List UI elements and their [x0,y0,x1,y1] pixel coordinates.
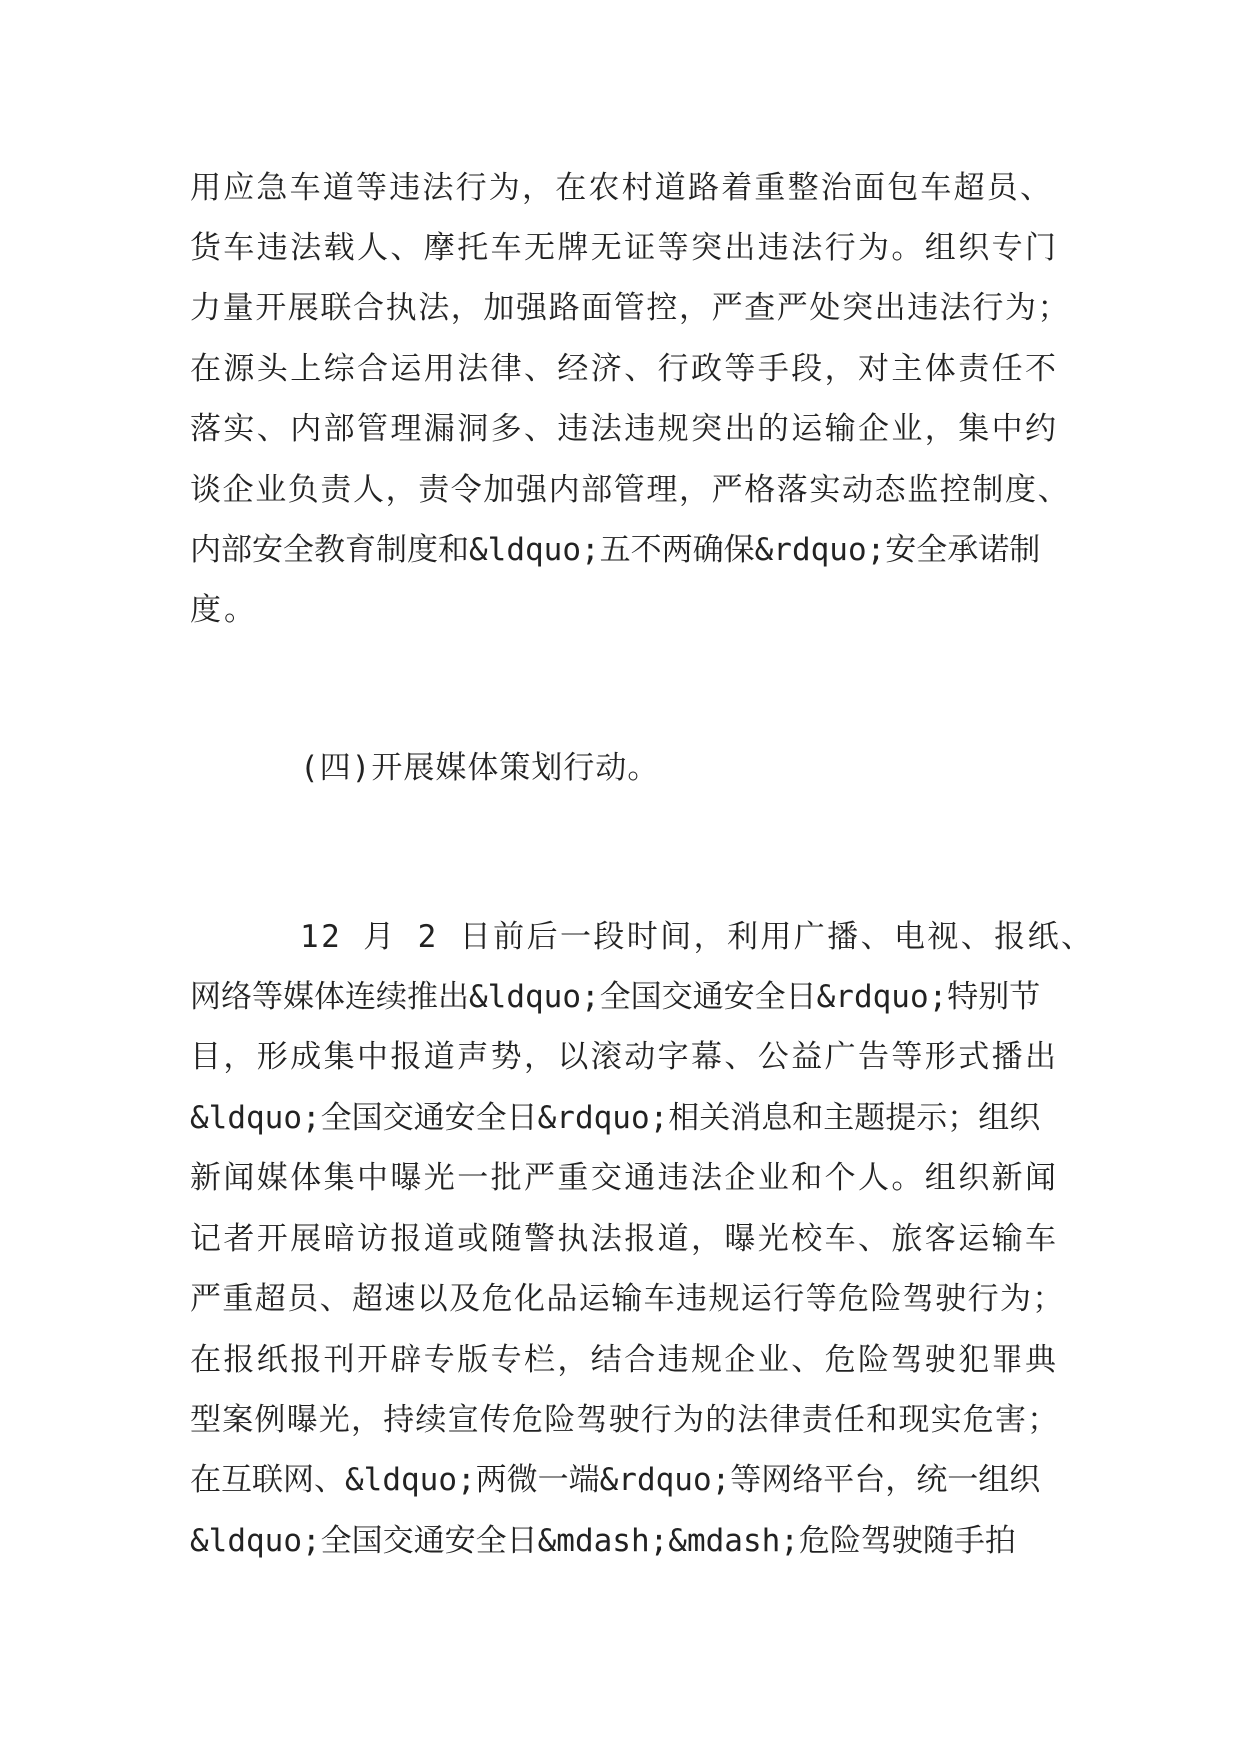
paragraph-1-line-5: 落实、内部管理漏洞多、违法违规突出的运输企业，集中约 [190,411,1059,447]
paragraph-2-line-9: 型案例曝光，持续宣传危险驾驶行为的法律责任和现实危害； [190,1402,1060,1438]
paragraph-1-line-3: 力量开展联合执法，加强路面管控，严查严处突出违法行为； [190,290,1071,326]
paragraph-2-line-2: 网络等媒体连续推出&ldquo;全国交通安全日&rdquo;特别节 [190,979,1041,1015]
paragraph-2-line-7: 严重超员、超速以及危化品运输车违规运行等危险驾驶行为； [190,1281,1065,1317]
section-heading: (四)开展媒体策划行动。 [300,750,660,786]
paragraph-2-line-5: 新闻媒体集中曝光一批严重交通违法企业和个人。组织新闻 [190,1160,1059,1196]
paragraph-2-line-1: 12 月 2 日前后一段时间，利用广播、电视、报纸、 [300,919,1095,955]
paragraph-2-line-3: 目，形成集中报道声势，以滚动字幕、公益广告等形式播出 [190,1039,1059,1075]
paragraph-1-line-8: 度。 [190,592,258,628]
paragraph-2-line-4: &ldquo;全国交通安全日&rdquo;相关消息和主题提示；组织 [190,1100,1041,1136]
paragraph-1-line-2: 货车违法载人、摩托车无牌无证等突出违法行为。组织专门 [190,230,1059,266]
paragraph-2-line-10: 在互联网、&ldquo;两微一端&rdquo;等网络平台，统一组织 [190,1462,1041,1498]
paragraph-1-line-1: 用应急车道等违法行为，在农村道路着重整治面包车超员、 [190,170,1054,206]
paragraph-2-line-8: 在报纸报刊开辟专版专栏，结合违规企业、危险驾驶犯罪典 [190,1342,1059,1378]
paragraph-2-line-6: 记者开展暗访报道或随警执法报道，曝光校车、旅客运输车 [190,1221,1059,1257]
paragraph-2-line-11: &ldquo;全国交通安全日&mdash;&mdash;危险驾驶随手拍 [190,1523,1016,1559]
paragraph-1-line-6: 谈企业负责人，责令加强内部管理，严格落实动态监控制度、 [190,472,1071,508]
paragraph-1-line-4: 在源头上综合运用法律、经济、行政等手段，对主体责任不 [190,351,1059,387]
paragraph-1-line-7: 内部安全教育制度和&ldquo;五不两确保&rdquo;安全承诺制 [190,532,1041,568]
